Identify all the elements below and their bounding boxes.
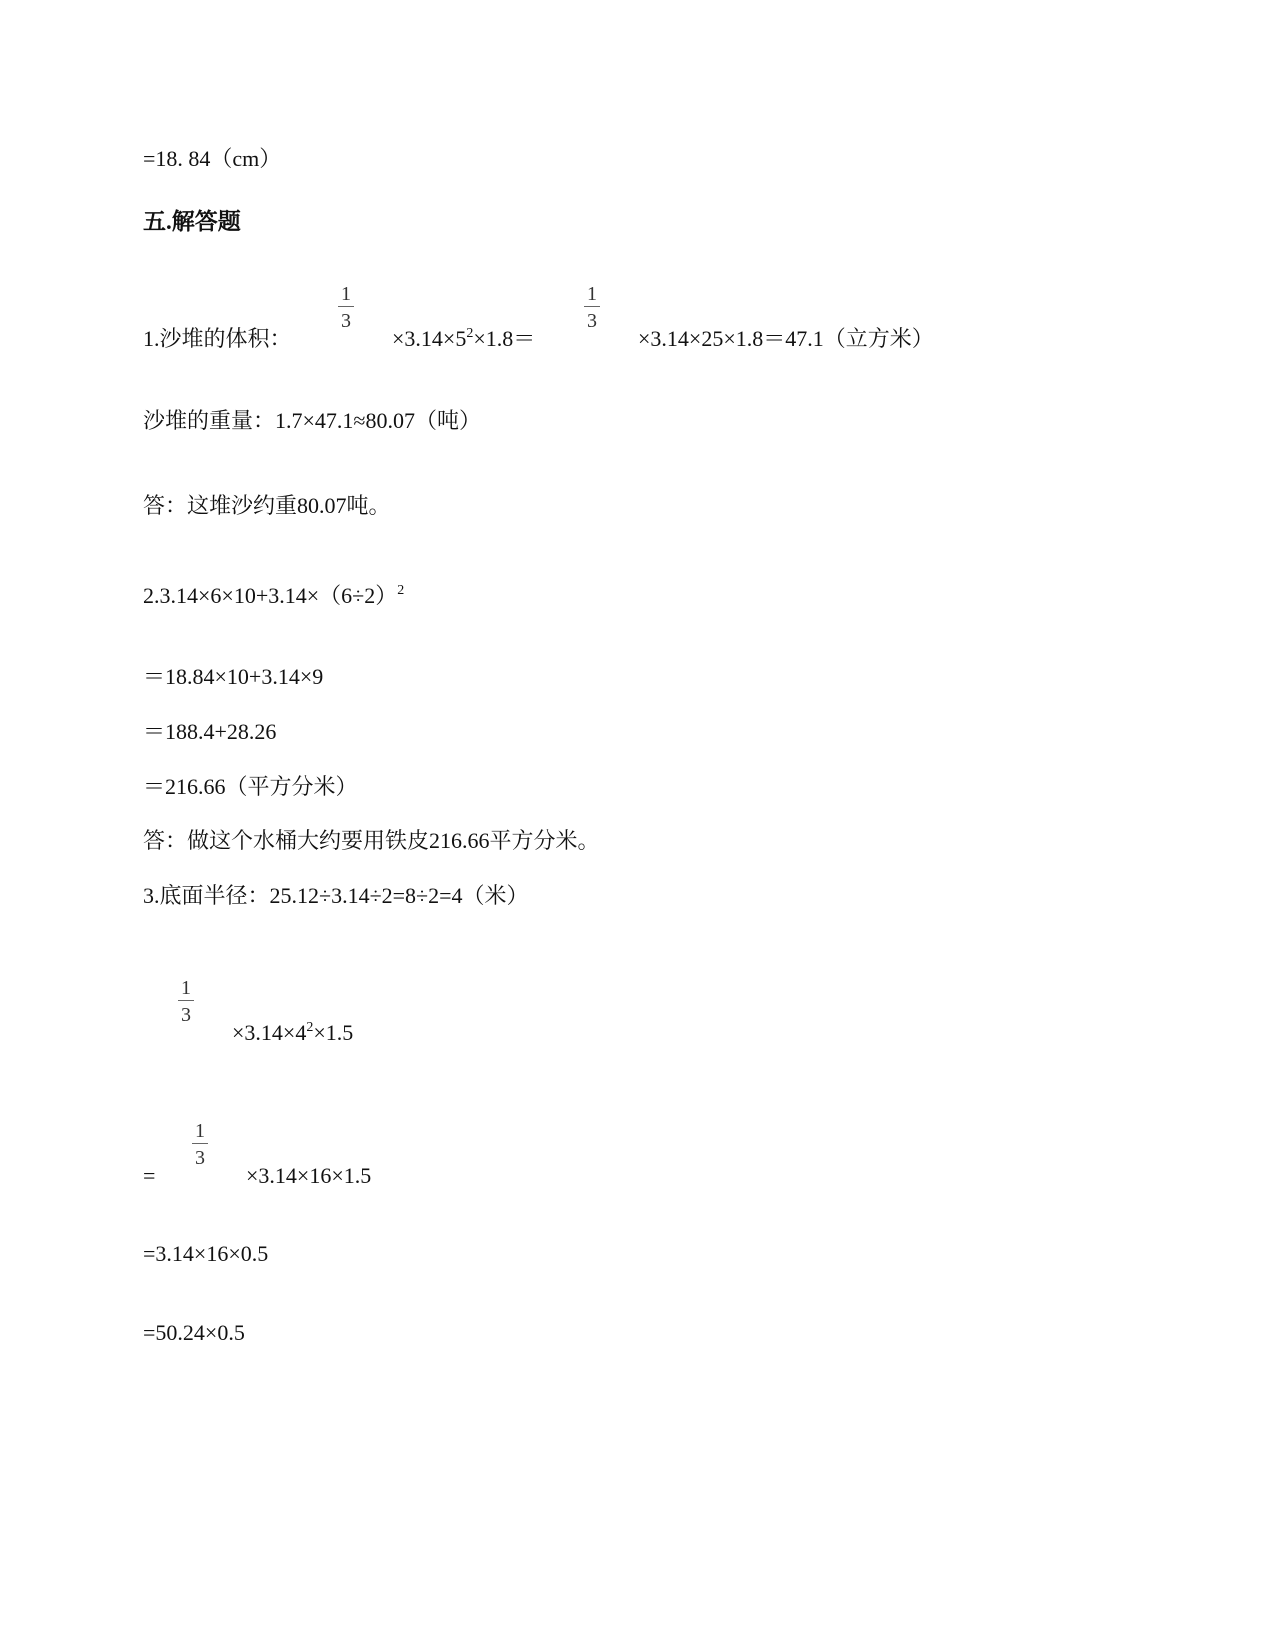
fraction-numerator: 1 [341, 283, 351, 305]
q3-step-2: =3.14×16×0.5 [143, 1241, 269, 1266]
q1-volume-label: 1.沙堆的体积： [143, 326, 292, 351]
result-line: =18. 84（cm） [143, 146, 282, 171]
q3-volume-expression [232, 1022, 353, 1044]
q2-step-3: ＝216.66（平方分米） [143, 774, 358, 799]
exponent: 2 [466, 326, 474, 341]
q2-expression [143, 585, 404, 607]
q3-step-3: =50.24×0.5 [143, 1320, 245, 1345]
expr-part: ×1.8＝ [473, 326, 536, 351]
fraction-one-third [584, 284, 600, 331]
fraction-one-third [178, 978, 194, 1025]
q1-volume-result: ×3.14×25×1.8＝47.1（立方米） [638, 326, 934, 351]
exponent: 2 [306, 1020, 314, 1035]
fraction-denominator: 3 [587, 310, 597, 332]
exponent: 2 [397, 583, 405, 598]
expr-part: 2.3.14×6×10+3.14×（6÷2） [143, 583, 398, 608]
q2-answer: 答：做这个水桶大约要用铁皮216.66平方分米。 [143, 828, 600, 853]
fraction-numerator: 1 [587, 283, 597, 305]
expr-part: ×1.5 [313, 1020, 354, 1045]
q3-radius-line: 3.底面半径：25.12÷3.14÷2=8÷2=4（米） [143, 883, 529, 908]
equals-sign: = [143, 1163, 156, 1188]
fraction-numerator: 1 [181, 977, 191, 999]
fraction-denominator: 3 [181, 1004, 191, 1026]
fraction-denominator: 3 [195, 1147, 205, 1169]
q2-step-2: ＝188.4+28.26 [143, 719, 277, 744]
q3-step-1: ×3.14×16×1.5 [246, 1163, 372, 1188]
fraction-denominator: 3 [341, 310, 351, 332]
expr-part: ×3.14×5 [392, 326, 467, 351]
fraction-one-third [338, 284, 354, 331]
fraction-one-third [192, 1121, 208, 1168]
q1-weight-line: 沙堆的重量：1.7×47.1≈80.07（吨） [143, 408, 481, 433]
fraction-numerator: 1 [195, 1120, 205, 1142]
q2-step-1: ＝18.84×10+3.14×9 [143, 664, 324, 689]
q1-volume-expression [392, 328, 535, 350]
q1-answer: 答：这堆沙约重80.07吨。 [143, 493, 391, 518]
expr-part: ×3.14×4 [232, 1020, 307, 1045]
section-heading: 五.解答题 [143, 209, 241, 234]
